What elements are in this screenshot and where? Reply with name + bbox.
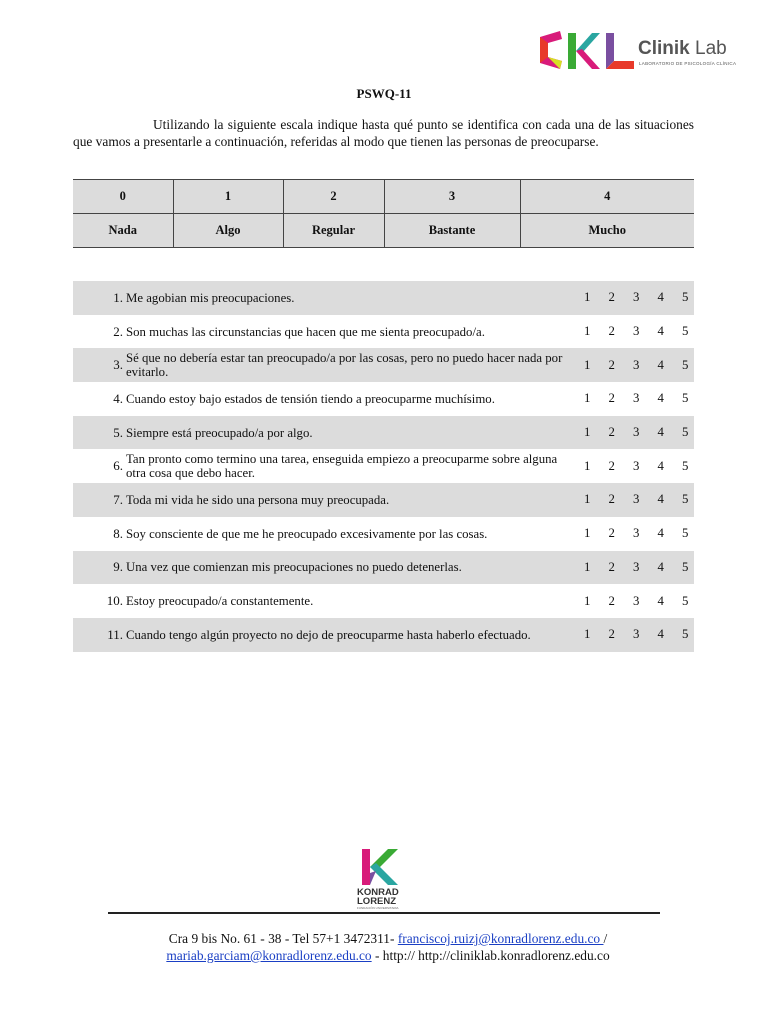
- response-option[interactable]: 5: [682, 593, 689, 608]
- konrad-lorenz-line2: LORENZ: [357, 896, 397, 907]
- scale-labels-row: [73, 214, 694, 248]
- response-options: [575, 618, 698, 652]
- response-option[interactable]: 3: [633, 357, 640, 372]
- response-option[interactable]: 4: [657, 425, 664, 440]
- footer-email-link[interactable]: mariab.garciam@konradlorenz.edu.co: [166, 948, 372, 963]
- questionnaire-items: [73, 281, 694, 652]
- response-options: [575, 416, 698, 450]
- scale-value: 0: [73, 180, 173, 214]
- response-option[interactable]: 3: [633, 425, 640, 440]
- response-option[interactable]: 3: [633, 391, 640, 406]
- response-options: [575, 517, 698, 551]
- scale-value: 4: [520, 180, 694, 214]
- response-option[interactable]: 4: [657, 324, 664, 339]
- scale-label: Regular: [283, 214, 384, 248]
- footer-contact: [108, 930, 668, 964]
- logo-name-light: Lab: [695, 38, 727, 59]
- response-options: [575, 348, 698, 382]
- footer-email-link[interactable]: franciscoj.ruizj@konradlorenz.edu.co: [397, 931, 604, 946]
- response-option[interactable]: 2: [608, 593, 615, 608]
- question-row: [73, 416, 694, 450]
- response-option[interactable]: 5: [682, 290, 689, 305]
- rating-scale-table: [73, 179, 694, 248]
- scale-label: Algo: [173, 214, 283, 248]
- logo-subtitle: LABORATORIO DE PSICOLOGÍA CLÍNICA: [639, 61, 737, 66]
- response-option[interactable]: 4: [657, 526, 664, 541]
- scale-values-row: [73, 180, 694, 214]
- question-number: 5.: [113, 424, 123, 440]
- response-option[interactable]: 4: [657, 290, 664, 305]
- response-options: [575, 382, 698, 416]
- scale-label: Mucho: [520, 214, 694, 248]
- response-option[interactable]: 2: [608, 526, 615, 541]
- response-option[interactable]: 1: [584, 425, 591, 440]
- question-text: Estoy preocupado/a constantemente.: [126, 594, 314, 609]
- logo-name-bold: Clinik: [638, 38, 690, 59]
- question-number: 1.: [113, 289, 123, 305]
- question-text: Siempre está preocupado/a por algo.: [126, 425, 313, 440]
- question-number: 9.: [113, 559, 123, 575]
- response-option[interactable]: 3: [633, 627, 640, 642]
- scale-value: 1: [173, 180, 283, 214]
- response-option[interactable]: 2: [608, 425, 615, 440]
- response-option[interactable]: 1: [584, 458, 591, 473]
- footer-divider: [108, 912, 660, 914]
- scale-value: 3: [384, 180, 520, 214]
- response-options: [575, 449, 698, 483]
- response-option[interactable]: 2: [608, 357, 615, 372]
- response-option[interactable]: 1: [584, 391, 591, 406]
- footer-address: Cra 9 bis No. 61 - 38 - Tel 57+1 3472311-: [168, 931, 398, 946]
- question-number: 8.: [113, 525, 123, 541]
- question-text: Son muchas las circunstancias que hacen que me sienta preocupado/a.: [126, 324, 485, 339]
- question-text: Una vez que comienzan mis preocupaciones no puedo detenerlas.: [126, 560, 462, 575]
- question-row: [73, 483, 694, 517]
- question-row: [73, 584, 694, 618]
- question-text: Sé que no debería estar tan preocupado/a por las cosas, pero no puedo hacer nada por evitarlo.: [126, 351, 563, 380]
- response-option[interactable]: 3: [633, 559, 640, 574]
- response-option[interactable]: 5: [682, 357, 689, 372]
- response-option[interactable]: 1: [584, 559, 591, 574]
- response-option[interactable]: 2: [608, 391, 615, 406]
- instructions: [73, 116, 694, 150]
- question-text: Me agobian mis preocupaciones.: [126, 290, 295, 305]
- response-options: [575, 584, 698, 618]
- question-text: Cuando tengo algún proyecto no dejo de preocuparme hasta haberlo efectuado.: [126, 627, 531, 642]
- footer-url: - http:// http://cliniklab.konradlorenz.edu.co: [371, 948, 610, 963]
- ckl-mark-icon: [532, 27, 760, 75]
- response-options: [575, 483, 698, 517]
- response-option[interactable]: 4: [657, 593, 664, 608]
- response-option[interactable]: 5: [682, 559, 689, 574]
- response-option[interactable]: 4: [657, 357, 664, 372]
- konrad-lorenz-k-icon: [355, 847, 411, 911]
- response-option[interactable]: 3: [633, 593, 640, 608]
- response-options: [575, 315, 698, 349]
- scale-label: Bastante: [384, 214, 520, 248]
- question-number: 3.: [113, 357, 123, 373]
- response-option[interactable]: 2: [608, 458, 615, 473]
- response-option[interactable]: 5: [682, 627, 689, 642]
- response-option[interactable]: 3: [633, 290, 640, 305]
- question-number: 11.: [107, 626, 123, 642]
- cliniklab-logo: [532, 27, 760, 75]
- question-row: [73, 348, 694, 382]
- response-option[interactable]: 1: [584, 290, 591, 305]
- konrad-lorenz-logo: [355, 847, 411, 911]
- response-option[interactable]: 4: [657, 559, 664, 574]
- response-option[interactable]: 1: [584, 492, 591, 507]
- response-option[interactable]: 3: [633, 458, 640, 473]
- question-text: Cuando estoy bajo estados de tensión tiendo a preocuparme muchísimo.: [126, 391, 495, 406]
- page-title: PSWQ-11: [356, 86, 412, 101]
- question-text: Tan pronto como termino una tarea, enseguida empiezo a preocuparme sobre alguna otra cosa que debo hacer.: [126, 452, 558, 481]
- question-row: [73, 449, 694, 483]
- response-option[interactable]: 3: [633, 324, 640, 339]
- response-option[interactable]: 1: [584, 324, 591, 339]
- question-text: Soy consciente de que me he preocupado excesivamente por las cosas.: [126, 526, 488, 541]
- response-options: [575, 551, 698, 585]
- question-row: [73, 517, 694, 551]
- response-option[interactable]: 5: [682, 526, 689, 541]
- question-number: 7.: [113, 491, 123, 507]
- response-option[interactable]: 5: [682, 492, 689, 507]
- question-row: [73, 551, 694, 585]
- response-option[interactable]: 2: [608, 290, 615, 305]
- response-option[interactable]: 2: [608, 627, 615, 642]
- response-option[interactable]: 2: [608, 559, 615, 574]
- response-option[interactable]: 1: [584, 627, 591, 642]
- response-option[interactable]: 5: [682, 425, 689, 440]
- scale-label: Nada: [73, 214, 173, 248]
- response-option[interactable]: 5: [682, 458, 689, 473]
- response-option[interactable]: 4: [657, 391, 664, 406]
- response-option[interactable]: 4: [657, 492, 664, 507]
- response-option[interactable]: 2: [608, 324, 615, 339]
- response-option[interactable]: 4: [657, 627, 664, 642]
- response-option[interactable]: 1: [584, 593, 591, 608]
- question-number: 2.: [113, 323, 123, 339]
- question-row: [73, 315, 694, 349]
- question-number: 10.: [106, 593, 123, 609]
- response-option[interactable]: 5: [682, 391, 689, 406]
- response-option[interactable]: 2: [608, 492, 615, 507]
- question-row: [73, 382, 694, 416]
- instructions-text: Utilizando la siguiente escala indique hasta qué punto se identifica con cada una de las situaciones que vamos a presentarle a continuación, referidas al modo que tienen las personas de preocuparse.: [73, 117, 694, 149]
- response-option[interactable]: 1: [584, 357, 591, 372]
- response-option[interactable]: 3: [633, 492, 640, 507]
- question-row: [73, 618, 694, 652]
- response-option[interactable]: 1: [584, 526, 591, 541]
- question-number: 4.: [113, 390, 123, 406]
- footer-separator: /: [603, 931, 608, 946]
- response-option[interactable]: 5: [682, 324, 689, 339]
- question-text: Toda mi vida he sido una persona muy preocupada.: [126, 492, 390, 507]
- konrad-lorenz-line1: KONRAD: [357, 887, 399, 898]
- konrad-lorenz-line3: FUNDACIÓN UNIVERSITARIA: [357, 906, 399, 910]
- scale-value: 2: [283, 180, 384, 214]
- response-option[interactable]: 4: [657, 458, 664, 473]
- question-row: [73, 281, 694, 315]
- response-option[interactable]: 3: [633, 526, 640, 541]
- response-options: [575, 281, 698, 315]
- question-number: 6.: [113, 458, 123, 474]
